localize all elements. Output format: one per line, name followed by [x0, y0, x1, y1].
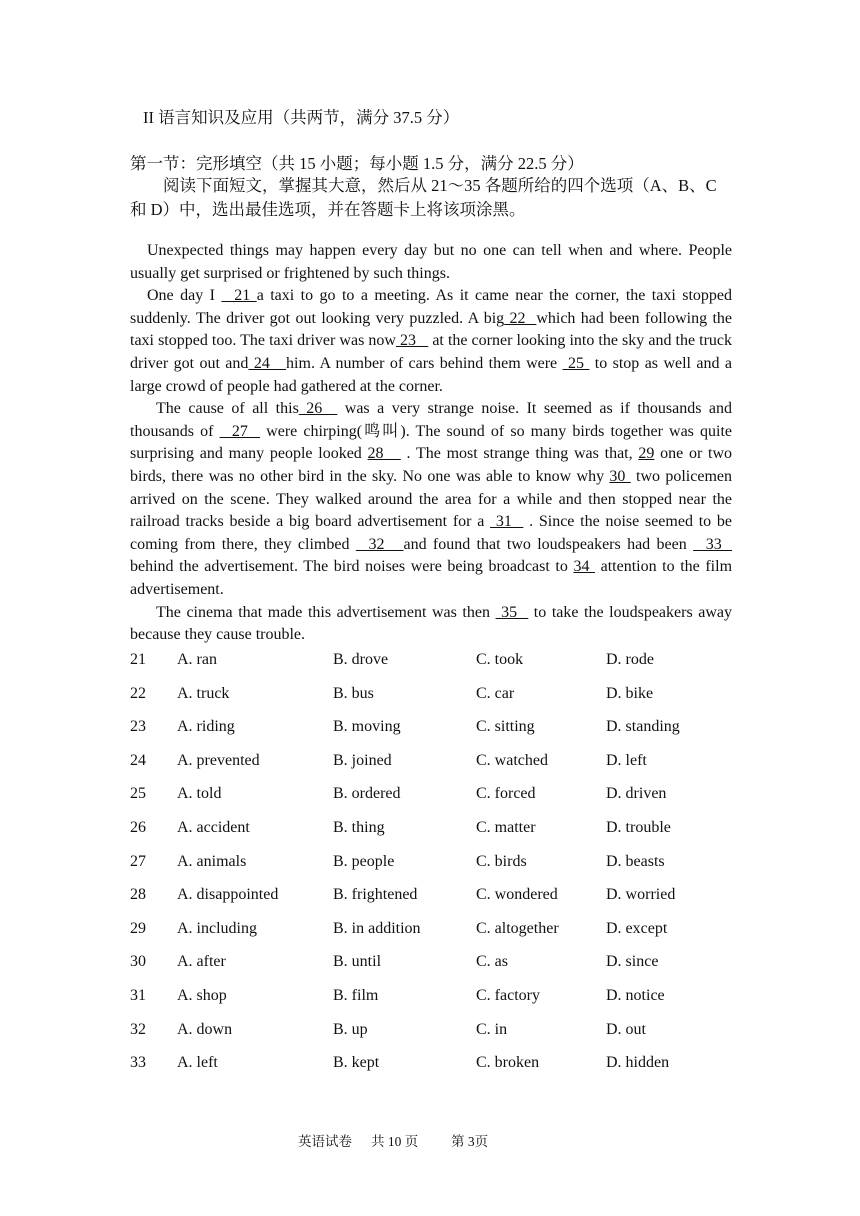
instructions: 阅读下面短文，掌握其大意，然后从 21～35 各题所给的四个选项（A、B、C 和 D）中，选出最佳选项，并在答题卡上将该项涂黑。: [130, 176, 717, 219]
question-number: 21: [130, 651, 146, 668]
blank-28: 28: [367, 445, 401, 463]
option-b: B. drove: [333, 651, 389, 668]
question-number: 22: [130, 684, 146, 702]
cloze-passage: [130, 240, 732, 647]
passage-text: One day I: [147, 287, 222, 305]
question-number: 33: [130, 1054, 146, 1072]
option-b: B. bus: [333, 684, 374, 702]
option-c: C. watched: [476, 751, 548, 769]
option-a: A. told: [177, 785, 222, 803]
section-title: II 语言知识及应用（共两节，满分 37.5 分）: [143, 108, 460, 127]
question-number: 25: [130, 785, 146, 803]
question-number: 32: [130, 1020, 146, 1038]
option-c: C. altogether: [476, 919, 559, 937]
blank-21: 21: [221, 287, 257, 305]
option-d: D. out: [606, 1020, 646, 1038]
footer-subject: 英语试卷: [298, 1134, 352, 1149]
option-a: A. including: [177, 919, 257, 937]
question-row: [130, 752, 750, 786]
part-title: 第一节：完形填空（共 15 小题；每小题 1.5 分，满分 22.5 分）: [130, 154, 584, 173]
question-row: [130, 819, 750, 853]
passage-paragraph-4: [130, 602, 732, 647]
passage-paragraph-1: Unexpected things may happen every day but no one can tell when and where. People usually get surprised or frightened by such things.: [130, 242, 732, 282]
option-c: C. wondered: [476, 886, 558, 904]
option-c: C. broken: [476, 1054, 540, 1072]
question-number: 24: [130, 751, 146, 769]
question-number: 31: [130, 986, 146, 1004]
option-b: B. moving: [333, 718, 401, 736]
blank-33: 33: [693, 535, 733, 553]
option-b: B. in addition: [333, 919, 421, 937]
option-d: D. rode: [606, 651, 654, 668]
passage-text: behind the advertisement. The bird noises were being broadcast to: [130, 558, 574, 576]
question-row: [130, 718, 750, 752]
question-row: [130, 920, 750, 954]
blank-32: 32: [355, 535, 404, 553]
passage-text: which had been following the taxi stopped too. The taxi driver was now: [130, 309, 733, 350]
option-b: B. frightened: [333, 886, 418, 904]
option-d: D. hidden: [606, 1054, 670, 1072]
passage-text: one or two birds, there was no other bird in the sky. No one was able to know why: [130, 445, 733, 485]
option-a: A. truck: [177, 684, 230, 702]
option-a: A. accident: [177, 818, 250, 836]
passage-text: to take the loudspeakers away because they cause trouble.: [130, 603, 732, 644]
question-row: [130, 886, 750, 920]
option-b: B. up: [333, 1020, 368, 1038]
question-row: [130, 1054, 750, 1088]
option-d: D. except: [606, 919, 668, 937]
option-b: B. until: [333, 953, 382, 971]
blank-26: 26: [298, 400, 338, 418]
passage-text: at the corner looking into the sky and the truck driver got out and: [130, 332, 733, 372]
option-c: C. car: [476, 684, 515, 702]
option-c: C. matter: [476, 818, 536, 836]
question-number: 26: [130, 818, 146, 836]
blank-30: 30: [609, 467, 631, 485]
question-number: 29: [130, 919, 146, 937]
option-a: A. prevented: [177, 751, 260, 769]
blank-35: 35: [495, 603, 529, 621]
footer-total-pages: 共 10 页: [371, 1134, 419, 1149]
passage-text: a taxi to go to a meeting. As it came near the corner, the taxi stopped suddenly. The driver got out looking very puzzled. A big: [130, 287, 732, 327]
option-a: A. ran: [177, 651, 217, 668]
blank-22: 22: [504, 309, 537, 327]
blank-29: 29: [638, 445, 655, 463]
passage-text: . The most strange thing was that,: [400, 445, 639, 463]
question-row: [130, 685, 750, 719]
option-a: A. left: [177, 1054, 218, 1072]
option-c: C. took: [476, 651, 524, 668]
passage-paragraph-2: [130, 285, 732, 398]
option-b: B. people: [333, 852, 395, 870]
option-b: B. ordered: [333, 785, 401, 803]
option-c: C. forced: [476, 785, 536, 803]
option-c: C. sitting: [476, 718, 535, 736]
option-d: D. standing: [606, 718, 680, 736]
passage-text: attention to the film advertisement.: [130, 558, 733, 598]
passage-text: was a very strange noise. It seemed as if thousands and thousands of: [130, 400, 733, 440]
option-d: D. notice: [606, 986, 665, 1004]
question-row: [130, 853, 750, 887]
option-b: B. film: [333, 986, 379, 1004]
passage-text: The cinema that made this advertisement was then: [156, 603, 496, 621]
option-d: D. driven: [606, 785, 667, 803]
option-d: D. since: [606, 953, 659, 971]
passage-paragraph-3: [130, 398, 732, 601]
option-d: D. trouble: [606, 818, 671, 836]
question-number: 28: [130, 886, 146, 904]
option-d: D. left: [606, 751, 647, 769]
option-d: D. bike: [606, 684, 654, 702]
option-a: A. riding: [177, 718, 235, 736]
passage-text: to stop as well and a large crowd of people had gathered at the corner.: [130, 354, 733, 395]
question-number: 23: [130, 718, 146, 736]
blank-23: 23: [395, 332, 429, 350]
option-b: B. kept: [333, 1054, 380, 1072]
option-c: C. in: [476, 1020, 508, 1038]
passage-text: were chirping(鸣叫). The sound of so many birds together was quite surprising and many people looked: [130, 422, 733, 463]
blank-25: 25: [562, 354, 590, 372]
option-d: D. worried: [606, 886, 676, 904]
option-d: D. beasts: [606, 852, 665, 870]
passage-text: two policemen arrived on the scene. They walked around the area for a while and then stopped near the railroad tracks beside a big board advertisement for a: [130, 467, 732, 531]
answer-options: [130, 651, 750, 1088]
option-b: B. thing: [333, 818, 385, 836]
option-a: A. disappointed: [177, 886, 279, 904]
blank-27: 27: [219, 422, 261, 440]
option-c: C. factory: [476, 986, 540, 1004]
blank-34: 34: [573, 558, 596, 576]
option-c: C. birds: [476, 852, 527, 870]
passage-text: him. A number of cars behind them were: [286, 354, 563, 372]
question-number: 30: [130, 953, 146, 971]
question-row: [130, 651, 750, 685]
passage-text: The cause of all this: [156, 400, 299, 418]
footer-page-number: 第 3页: [451, 1134, 489, 1149]
option-b: B. joined: [333, 751, 392, 769]
question-number: 27: [130, 852, 146, 870]
question-row: [130, 987, 750, 1021]
passage-text: . Since the noise seemed to be coming from there, they climbed: [130, 513, 733, 553]
option-a: A. animals: [177, 852, 247, 870]
passage-text: and found that two loudspeakers had been: [403, 535, 694, 553]
option-a: A. after: [177, 953, 226, 971]
blank-24: 24: [248, 354, 287, 372]
question-row: [130, 1021, 750, 1055]
question-row: [130, 785, 750, 819]
blank-31: 31: [490, 513, 524, 531]
option-c: C. as: [476, 953, 508, 971]
question-row: [130, 953, 750, 987]
option-a: A. shop: [177, 986, 227, 1004]
option-a: A. down: [177, 1020, 233, 1038]
